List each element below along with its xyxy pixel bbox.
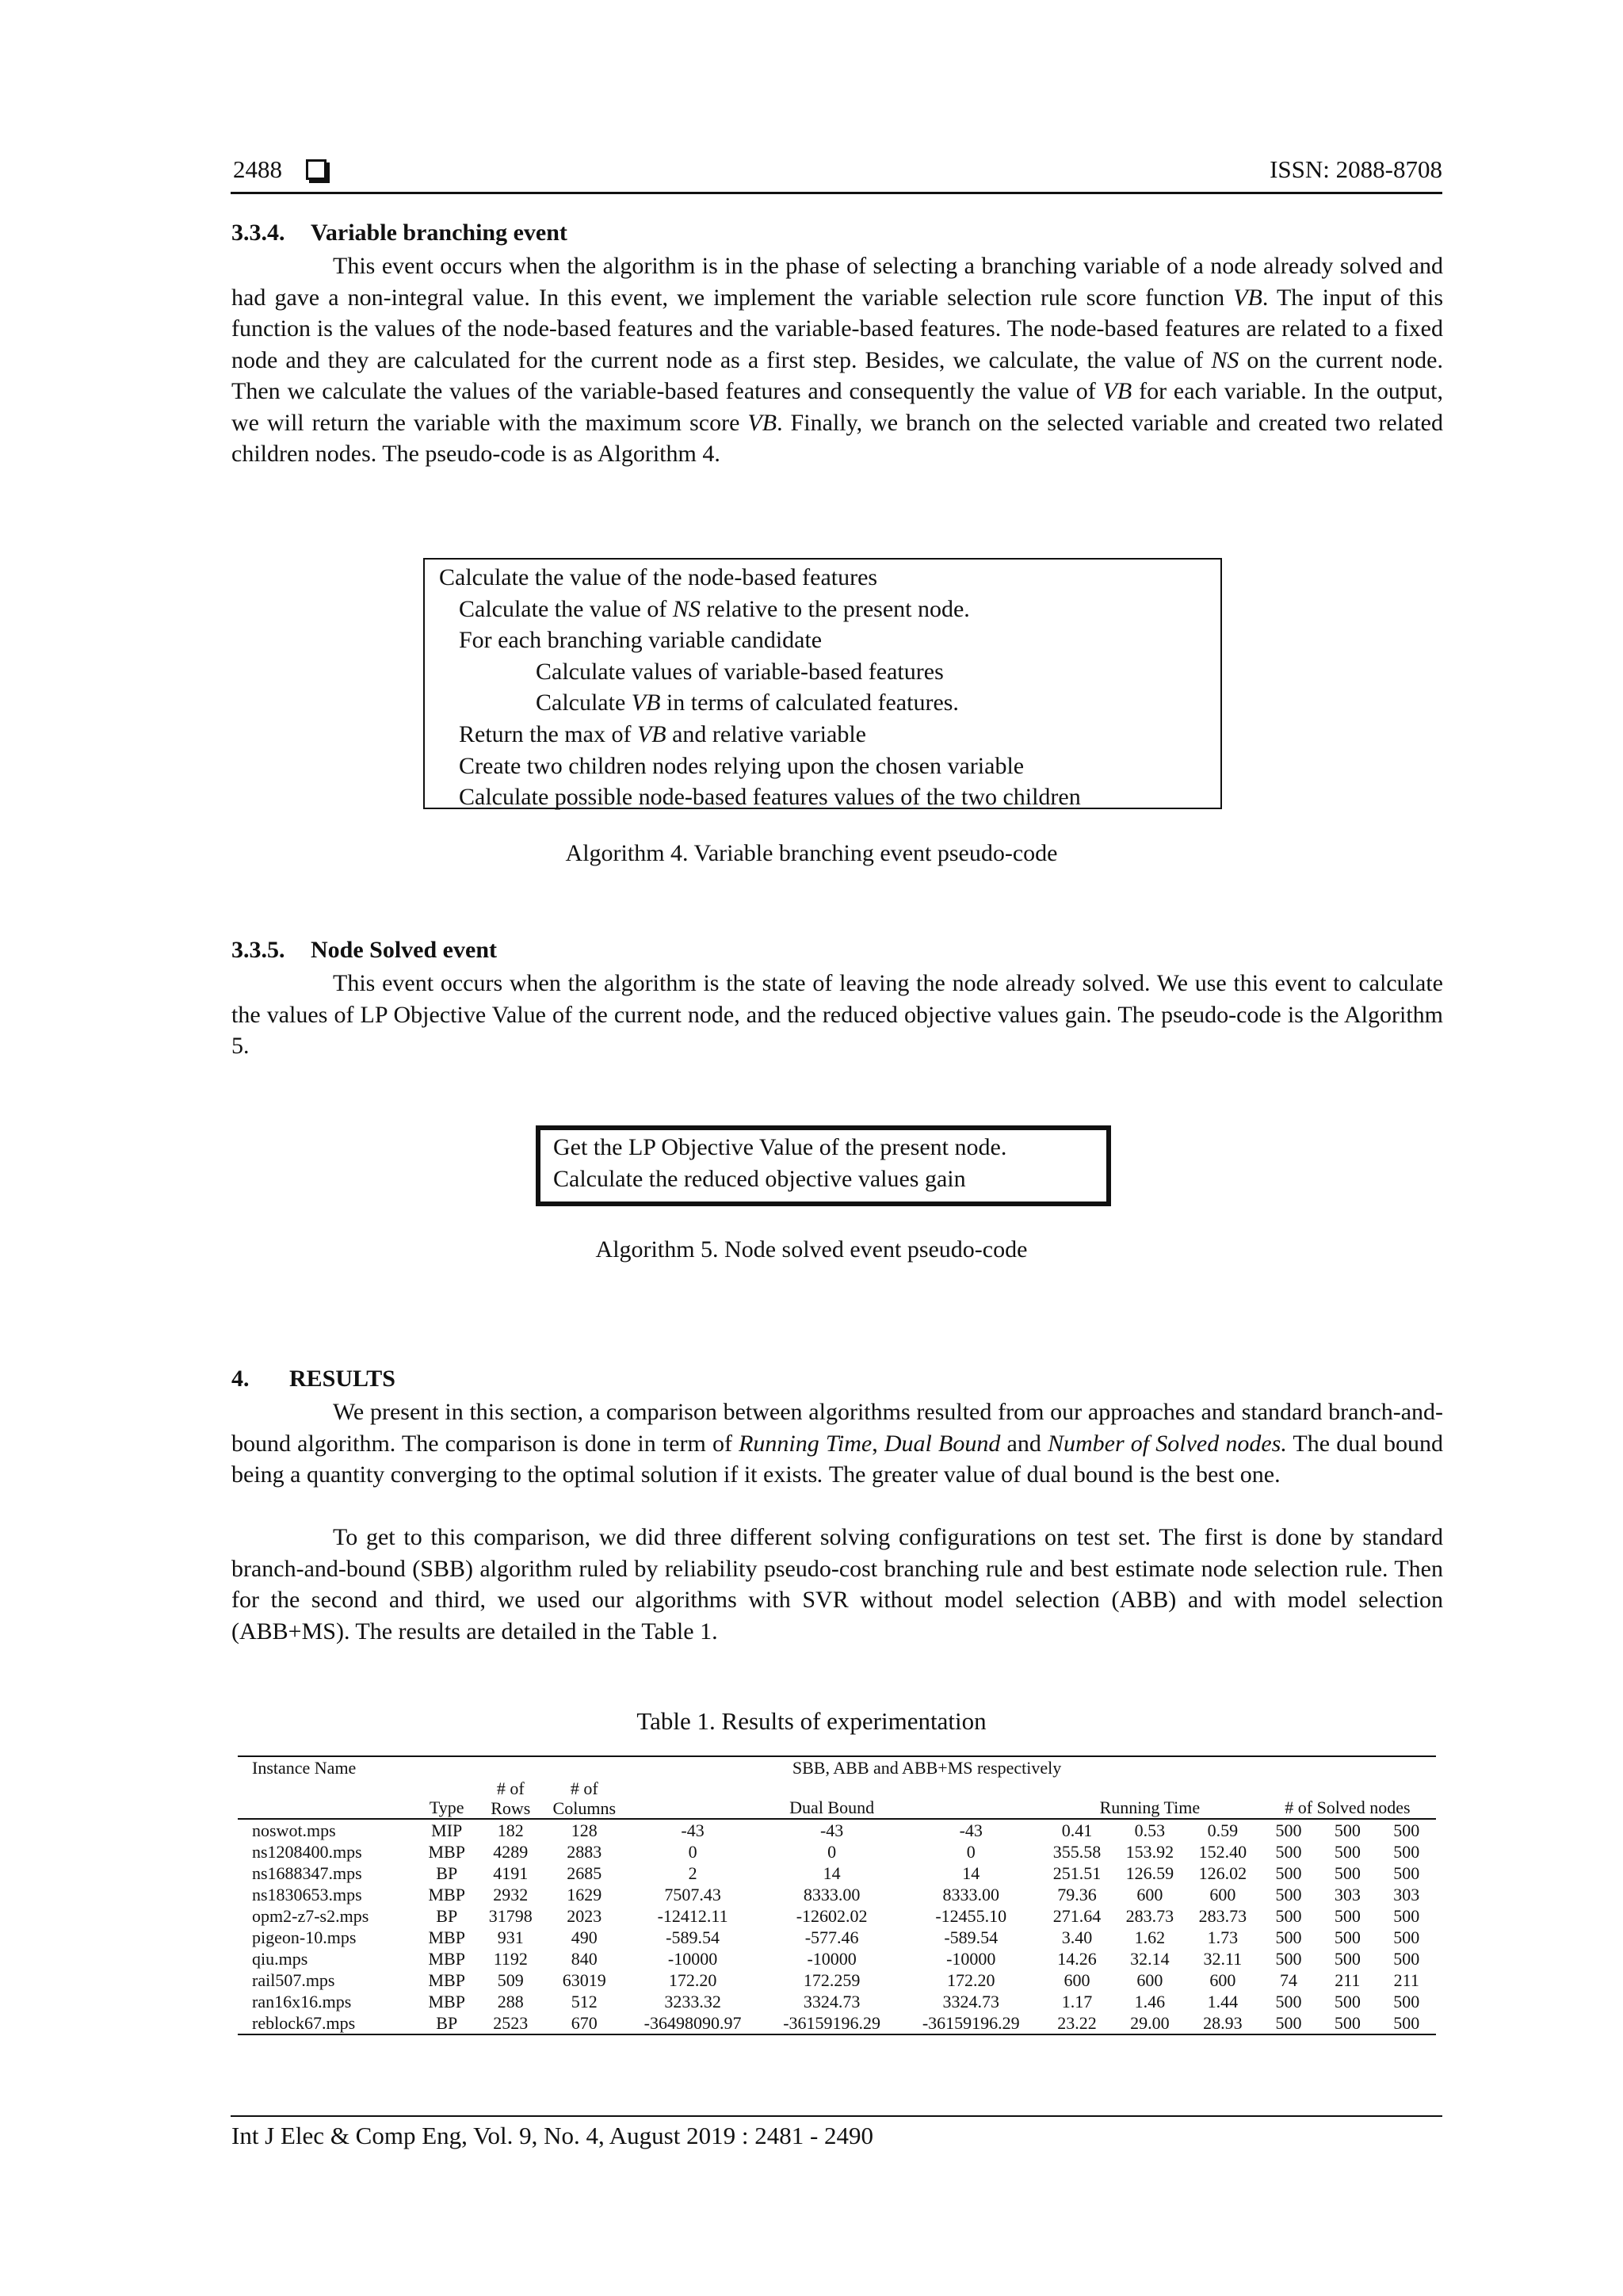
instance-name-cell: rail507.mps bbox=[252, 1970, 335, 1990]
table-cell: MIP bbox=[431, 1820, 463, 1840]
algo4-line-6: Return the max of VB and relative variable bbox=[459, 720, 866, 747]
table-cell: -589.54 bbox=[666, 1927, 720, 1947]
instance-name-cell: ns1208400.mps bbox=[252, 1842, 362, 1862]
algo4-line-2: Calculate the value of NS relative to the present node. bbox=[459, 595, 970, 622]
table-cell: 29.00 bbox=[1113, 2012, 1186, 2034]
paragraph-results-2: To get to this comparison, we did three different solving configurations on test set. The first is done by standard branch-and-bound (SBB) algorithm ruled by reliability pseudo-cost branching rule and best estimate node selection rule. Then for the second and third, we used our algorithms with SVR without model selection (ABB) and with model selection (ABB+MS). The results are detailed in the Table 1. bbox=[231, 1524, 1443, 1645]
table-cell: 500 bbox=[1275, 1842, 1302, 1862]
table-cell: -36498090.97 bbox=[623, 2012, 762, 2034]
table-cell: -12602.02 bbox=[796, 1906, 868, 1926]
results-table bbox=[238, 1755, 1436, 2035]
table-cell: MBP bbox=[428, 1992, 465, 2011]
table-cell: 211 bbox=[1335, 1970, 1361, 1990]
table-cell: 2883 bbox=[567, 1842, 602, 1862]
col-type: Type bbox=[418, 1778, 475, 1819]
table-cell: 152.40 bbox=[1198, 1842, 1247, 1862]
algorithm-5-caption: Algorithm 5. Node solved event pseudo-code bbox=[595, 1236, 1028, 1263]
table-cell: 490 bbox=[571, 1927, 598, 1947]
table-cell: 500 bbox=[1275, 1906, 1302, 1926]
table-row bbox=[238, 1927, 1436, 1948]
table-cell: 500 bbox=[1393, 1949, 1420, 1969]
table-cell: 23.22 bbox=[1041, 2012, 1113, 2034]
table-cell: 7507.43 bbox=[664, 1885, 721, 1904]
table-cell: 1.73 bbox=[1207, 1927, 1239, 1947]
table-cell: 1.46 bbox=[1134, 1992, 1166, 2011]
table-cell: 600 bbox=[1209, 1885, 1236, 1904]
col-columns: # of Columns bbox=[545, 1778, 623, 1819]
table-cell: BP bbox=[418, 2012, 475, 2034]
table-cell: -577.46 bbox=[804, 1927, 859, 1947]
table-cell: 500 bbox=[1377, 2012, 1436, 2034]
table-cell: BP bbox=[436, 1863, 458, 1883]
algorithm-4-caption: Algorithm 4. Variable branching event pseudo-code bbox=[565, 840, 1058, 866]
paragraph-results-1: We present in this section, a comparison between algorithms resulted from our approaches and standard branch-and-bound algorithm. The comparison is done in term of Running Time, Dual Bound and Number of Solved nodes. The dual bound being a quantity converging to the optimal solution if it exists. The greater value of dual bound is the best one. bbox=[231, 1399, 1443, 1488]
table-cell: -10000 bbox=[807, 1949, 857, 1969]
table-cell: 8333.00 bbox=[803, 1885, 861, 1904]
table-cell: -43 bbox=[959, 1820, 983, 1840]
col-instance-name: Instance Name bbox=[238, 1756, 418, 1778]
table-cell: 74 bbox=[1279, 1970, 1297, 1990]
instance-name-cell: qiu.mps bbox=[252, 1949, 308, 1969]
table-cell: 288 bbox=[497, 1992, 524, 2011]
table-cell: 500 bbox=[1275, 1927, 1302, 1947]
table-cell: 31798 bbox=[488, 1906, 533, 1926]
algo4-line-1: Calculate the value of the node-based features bbox=[439, 564, 878, 590]
table-cell: -12455.10 bbox=[935, 1906, 1007, 1926]
table-row bbox=[238, 1862, 1436, 1884]
table-cell: 3.40 bbox=[1061, 1927, 1093, 1947]
table-cell: 600 bbox=[1136, 1885, 1163, 1904]
table-cell: MBP bbox=[428, 1949, 465, 1969]
instance-name-cell: noswot.mps bbox=[252, 1820, 336, 1840]
table-row bbox=[238, 1948, 1436, 1969]
table-cell: 283.73 bbox=[1125, 1906, 1174, 1926]
paragraph-node-solved: This event occurs when the algorithm is the state of leaving the node already solved. We use this event to calculate the values of LP Objective Value of the current node, and the reduced objective values gain. The pseudo-code is the Algorithm 5. bbox=[231, 970, 1443, 1059]
table-cell: -589.54 bbox=[944, 1927, 999, 1947]
table-cell: 2523 bbox=[475, 2012, 545, 2034]
table-cell: 500 bbox=[1393, 1906, 1420, 1926]
table-cell: MBP bbox=[428, 1927, 465, 1947]
table-cell: 8333.00 bbox=[942, 1885, 999, 1904]
table-cell: 0 bbox=[688, 1842, 697, 1862]
table-1-title: Table 1. Results of experimentation bbox=[636, 1707, 987, 1735]
table-cell: 500 bbox=[1334, 1949, 1361, 1969]
running-header-left bbox=[233, 155, 327, 184]
table-cell: 32.14 bbox=[1130, 1949, 1170, 1969]
table-cell: MBP bbox=[428, 1970, 465, 1990]
table-cell: 172.20 bbox=[946, 1970, 995, 1990]
col-running-time: Running Time bbox=[1041, 1778, 1259, 1819]
table-cell: 172.259 bbox=[803, 1970, 861, 1990]
table-row bbox=[238, 1841, 1436, 1862]
table-cell: 4191 bbox=[493, 1863, 529, 1883]
table-cell: 512 bbox=[571, 1992, 598, 2011]
table-cell: 500 bbox=[1318, 2012, 1377, 2034]
table-cell: 0.59 bbox=[1207, 1820, 1239, 1840]
algo4-line-7: Create two children nodes relying upon the chosen variable bbox=[459, 752, 1025, 779]
table-cell: 509 bbox=[497, 1970, 524, 1990]
table-cell: 500 bbox=[1334, 1842, 1361, 1862]
col-group-header: SBB, ABB and ABB+MS respectively bbox=[418, 1756, 1436, 1778]
table-cell: 500 bbox=[1334, 1820, 1361, 1840]
journal-footer: Int J Elec & Comp Eng, Vol. 9, No. 4, August 2019 : 2481 - 2490 bbox=[231, 2122, 874, 2149]
table-cell: 79.36 bbox=[1057, 1885, 1097, 1904]
table-cell: 3233.32 bbox=[664, 1992, 721, 2011]
table-cell: 126.59 bbox=[1125, 1863, 1174, 1883]
table-cell: 303 bbox=[1393, 1885, 1420, 1904]
table-cell: 28.93 bbox=[1186, 2012, 1259, 2034]
instance-name-cell: reblock67.mps bbox=[238, 2012, 418, 2034]
table-row bbox=[238, 2012, 1436, 2034]
table-cell: 500 bbox=[1334, 1927, 1361, 1947]
table-cell: 1192 bbox=[493, 1949, 528, 1969]
table-cell: 840 bbox=[571, 1949, 598, 1969]
table-cell: 1629 bbox=[567, 1885, 602, 1904]
section-heading-4: 4. RESULTS bbox=[231, 1366, 395, 1392]
table-cell: 600 bbox=[1136, 1970, 1163, 1990]
col-rows: # of Rows bbox=[475, 1778, 545, 1819]
table-cell: 303 bbox=[1334, 1885, 1361, 1904]
table-cell: 211 bbox=[1393, 1970, 1419, 1990]
table-cell: 63019 bbox=[562, 1970, 606, 1990]
table-cell: 0 bbox=[827, 1842, 837, 1862]
paragraph-variable-branching: This event occurs when the algorithm is in the phase of selecting a branching variable of a node already solved and had gave a non-integral value. In this event, we implement the variable selection rule score function VB. The input of this function is the values of the node-based features and the variable-based features. The node-based features are related to a fixed node and they are calculated for the current node as a first step. Besides, we calculate, the value of NS on the current node. Then we calculate the values of the variable-based features and consequently the value of VB for each variable. In the output, we will return the variable with the maximum score VB. Finally, we branch on the selected variable and created two related children nodes. The pseudo-code is as Algorithm 4. bbox=[231, 253, 1444, 467]
table-cell: 931 bbox=[497, 1927, 524, 1947]
table-cell: 32.11 bbox=[1203, 1949, 1243, 1969]
page-number: 2488 bbox=[233, 155, 282, 183]
table-cell: 500 bbox=[1334, 1992, 1361, 2011]
table-cell: 0.41 bbox=[1061, 1820, 1093, 1840]
table-cell: 600 bbox=[1064, 1970, 1090, 1990]
results-table-body bbox=[238, 1819, 1436, 2034]
table-row bbox=[238, 1905, 1436, 1927]
table-cell: 670 bbox=[545, 2012, 623, 2034]
table-cell: 355.58 bbox=[1052, 1842, 1102, 1862]
algorithm-5-box bbox=[536, 1125, 1111, 1206]
table-cell: 283.73 bbox=[1198, 1906, 1247, 1926]
section-heading-3-3-5: 3.3.5. Node Solved event bbox=[231, 937, 497, 963]
algorithm-4-box bbox=[423, 558, 1222, 809]
issn: ISSN: 2088-8708 bbox=[1270, 155, 1442, 183]
table-cell: 500 bbox=[1393, 1842, 1420, 1862]
table-cell: 500 bbox=[1275, 1885, 1302, 1904]
table-cell: -43 bbox=[819, 1820, 844, 1840]
table-cell: -43 bbox=[681, 1820, 705, 1840]
table-cell: 500 bbox=[1275, 1992, 1302, 2011]
algo4-line-5: Calculate VB in terms of calculated features. bbox=[536, 690, 959, 716]
table-cell: 2932 bbox=[493, 1885, 529, 1904]
table-row bbox=[238, 1991, 1436, 2012]
algo4-line-3: For each branching variable candidate bbox=[459, 627, 823, 654]
checkbox-square-icon bbox=[306, 159, 327, 180]
table-row bbox=[238, 1884, 1436, 1905]
table-cell: -12412.11 bbox=[657, 1906, 728, 1926]
table-cell: 3324.73 bbox=[803, 1992, 861, 2011]
algo4-line-8: Calculate possible node-based features values of the two children bbox=[459, 784, 1081, 811]
table-cell: 1.62 bbox=[1134, 1927, 1166, 1947]
algo4-line-4: Calculate values of variable-based features bbox=[536, 658, 944, 685]
table-cell: 2023 bbox=[567, 1906, 602, 1926]
section-heading-3-3-4: 3.3.4. Variable branching event bbox=[231, 220, 567, 246]
table-cell: 3324.73 bbox=[942, 1992, 999, 2011]
table-cell: 500 bbox=[1275, 1949, 1302, 1969]
table-cell: 500 bbox=[1393, 1992, 1420, 2011]
table-cell: BP bbox=[436, 1906, 458, 1926]
table-cell: 500 bbox=[1393, 1863, 1420, 1883]
table-cell: 271.64 bbox=[1052, 1906, 1102, 1926]
table-cell: MBP bbox=[428, 1885, 465, 1904]
table-cell: 500 bbox=[1275, 1820, 1302, 1840]
table-cell: 0 bbox=[966, 1842, 976, 1862]
footer-rule bbox=[231, 2115, 1442, 2117]
instance-name-cell: opm2-z7-s2.mps bbox=[252, 1906, 369, 1926]
instance-name-cell: ns1688347.mps bbox=[252, 1863, 362, 1883]
table-cell: -36159196.29 bbox=[762, 2012, 902, 2034]
table-cell: 128 bbox=[571, 1820, 598, 1840]
table-cell: 14 bbox=[962, 1863, 980, 1883]
table-cell: 500 bbox=[1275, 1863, 1302, 1883]
instance-name-cell: ran16x16.mps bbox=[252, 1992, 352, 2011]
table-cell: -10000 bbox=[667, 1949, 718, 1969]
table-cell: 500 bbox=[1259, 2012, 1318, 2034]
table-row bbox=[238, 1969, 1436, 1991]
table-cell: 1.44 bbox=[1207, 1992, 1239, 2011]
table-cell: -36159196.29 bbox=[901, 2012, 1041, 2034]
algo5-line-2: Calculate the reduced objective values gain bbox=[553, 1166, 966, 1192]
table-cell: 153.92 bbox=[1125, 1842, 1174, 1862]
header-rule bbox=[231, 192, 1442, 194]
col-dual-bound: Dual Bound bbox=[623, 1778, 1041, 1819]
table-cell: -10000 bbox=[946, 1949, 996, 1969]
table-cell: 1.17 bbox=[1061, 1992, 1093, 2011]
table-cell: 0.53 bbox=[1134, 1820, 1166, 1840]
table-cell: 4289 bbox=[493, 1842, 529, 1862]
table-cell: 500 bbox=[1334, 1906, 1361, 1926]
table-cell: 182 bbox=[497, 1820, 524, 1840]
col-solved-nodes: # of Solved nodes bbox=[1259, 1778, 1436, 1819]
table-cell: 251.51 bbox=[1052, 1863, 1102, 1883]
table-cell: 14 bbox=[823, 1863, 841, 1883]
instance-name-cell: ns1830653.mps bbox=[252, 1885, 362, 1904]
table-cell: 2685 bbox=[567, 1863, 602, 1883]
table-cell: 2 bbox=[688, 1863, 697, 1883]
table-cell: 126.02 bbox=[1198, 1863, 1247, 1883]
table-row bbox=[238, 1819, 1436, 1841]
algo5-line-1: Get the LP Objective Value of the present node. bbox=[553, 1134, 1007, 1160]
table-cell: 14.26 bbox=[1057, 1949, 1097, 1969]
instance-name-cell: pigeon-10.mps bbox=[252, 1927, 357, 1947]
table-cell: 500 bbox=[1334, 1863, 1361, 1883]
table-cell: 600 bbox=[1209, 1970, 1236, 1990]
table-cell: 500 bbox=[1393, 1820, 1420, 1840]
table-cell: 500 bbox=[1393, 1927, 1420, 1947]
table-cell: 172.20 bbox=[668, 1970, 717, 1990]
table-cell: MBP bbox=[428, 1842, 465, 1862]
